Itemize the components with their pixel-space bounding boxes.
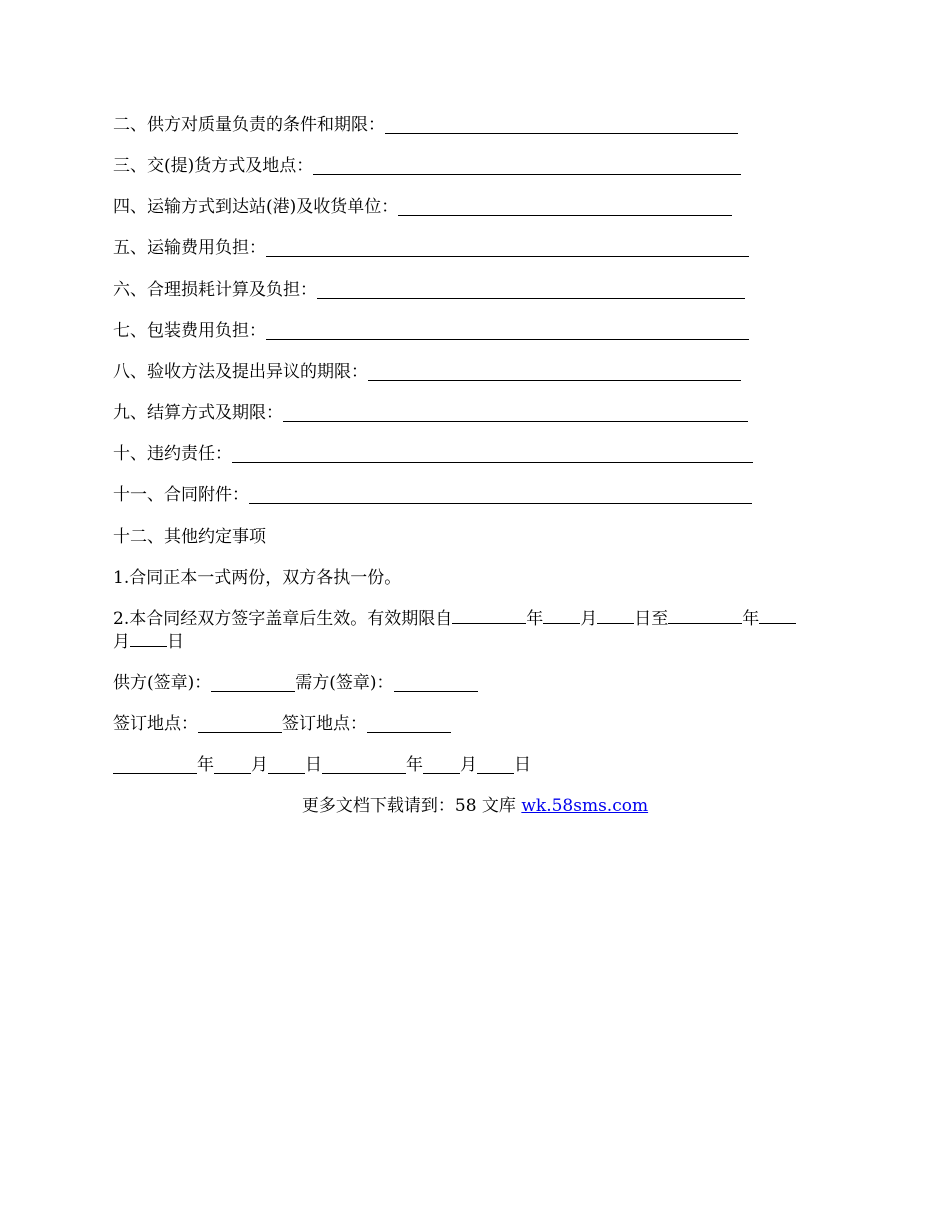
year-label: 年	[197, 755, 214, 775]
place-label: 签订地点：	[113, 714, 198, 734]
fill-blank[interactable]	[368, 362, 741, 381]
item-one	[113, 566, 401, 590]
day-label: 日	[167, 632, 184, 652]
clause-label: 七、包装费用负担：	[113, 321, 266, 341]
clause-label: 六、合理损耗计算及负担：	[113, 280, 317, 300]
date-line	[113, 753, 531, 777]
year-label: 年	[406, 755, 423, 775]
clause-label: 五、运输费用负担：	[113, 238, 266, 258]
fill-blank[interactable]	[283, 403, 748, 422]
month-label: 月	[460, 755, 477, 775]
clause-inspection	[113, 360, 741, 384]
supplier-label: 供方(签章)：	[113, 673, 212, 693]
month-label: 月	[251, 755, 268, 775]
clause-label: 二、供方对质量负责的条件和期限：	[113, 115, 385, 135]
clause-settlement	[113, 401, 748, 425]
place-line	[113, 712, 451, 736]
fill-blank[interactable]	[398, 197, 732, 216]
clause-attachments	[113, 483, 752, 507]
month-blank[interactable]	[214, 755, 251, 774]
clause-transport	[113, 195, 732, 219]
place-blank[interactable]	[198, 714, 282, 733]
signature-line	[113, 671, 478, 695]
clause-delivery	[113, 154, 741, 178]
buyer-label: 需方(签章)：	[295, 673, 394, 693]
clause-label: 四、运输方式到达站(港)及收货单位：	[113, 197, 399, 217]
fill-blank[interactable]	[317, 280, 745, 299]
month-blank[interactable]	[423, 755, 460, 774]
fill-blank[interactable]	[266, 321, 749, 340]
footer-link[interactable]: wk.58sms.com	[521, 796, 649, 816]
year-blank[interactable]	[322, 755, 406, 774]
clause-loss	[113, 278, 745, 302]
year-label: 年	[742, 609, 760, 629]
item-two	[113, 607, 838, 653]
clause-label: 八、验收方法及提出异议的期限：	[113, 362, 368, 382]
day-to-label: 日至	[634, 609, 669, 629]
day-blank[interactable]	[268, 755, 305, 774]
place-blank[interactable]	[367, 714, 451, 733]
fill-blank[interactable]	[313, 156, 741, 175]
place-label: 签订地点：	[282, 714, 367, 734]
month-label: 月	[580, 609, 598, 629]
clause-transport-cost	[113, 236, 749, 260]
fill-blank[interactable]	[249, 485, 752, 504]
clause-label: 三、交(提)货方式及地点：	[113, 156, 314, 176]
clause-label: 十、违约责任：	[113, 444, 232, 464]
month-label: 月	[113, 632, 130, 652]
day-blank[interactable]	[477, 755, 514, 774]
day-blank[interactable]	[130, 630, 167, 647]
year-blank[interactable]	[668, 607, 742, 624]
supplier-signature-blank[interactable]	[211, 673, 295, 692]
month-blank[interactable]	[543, 607, 580, 624]
item-text: 1.合同正本一式两份，双方各执一份。	[113, 568, 402, 588]
day-label: 日	[514, 755, 531, 775]
download-footer	[0, 794, 950, 818]
year-blank[interactable]	[452, 607, 526, 624]
clause-packaging	[113, 319, 749, 343]
heading-text: 十二、其他约定事项	[113, 527, 266, 547]
day-blank[interactable]	[597, 607, 634, 624]
year-blank[interactable]	[113, 755, 197, 774]
month-blank[interactable]	[759, 607, 796, 624]
item-text: 2.本合同经双方签字盖章后生效。有效期限自	[113, 609, 453, 629]
clause-liability	[113, 442, 753, 466]
clause-label: 十一、合同附件：	[113, 485, 249, 505]
fill-blank[interactable]	[232, 444, 753, 463]
fill-blank[interactable]	[266, 238, 749, 257]
year-label: 年	[526, 609, 544, 629]
day-label: 日	[305, 755, 322, 775]
buyer-signature-blank[interactable]	[394, 673, 478, 692]
clause-quality	[113, 113, 738, 137]
clause-label: 九、结算方式及期限：	[113, 403, 283, 423]
other-terms-heading	[113, 525, 266, 549]
footer-text: 更多文档下载请到：58 文库	[301, 796, 522, 816]
fill-blank[interactable]	[385, 115, 738, 134]
